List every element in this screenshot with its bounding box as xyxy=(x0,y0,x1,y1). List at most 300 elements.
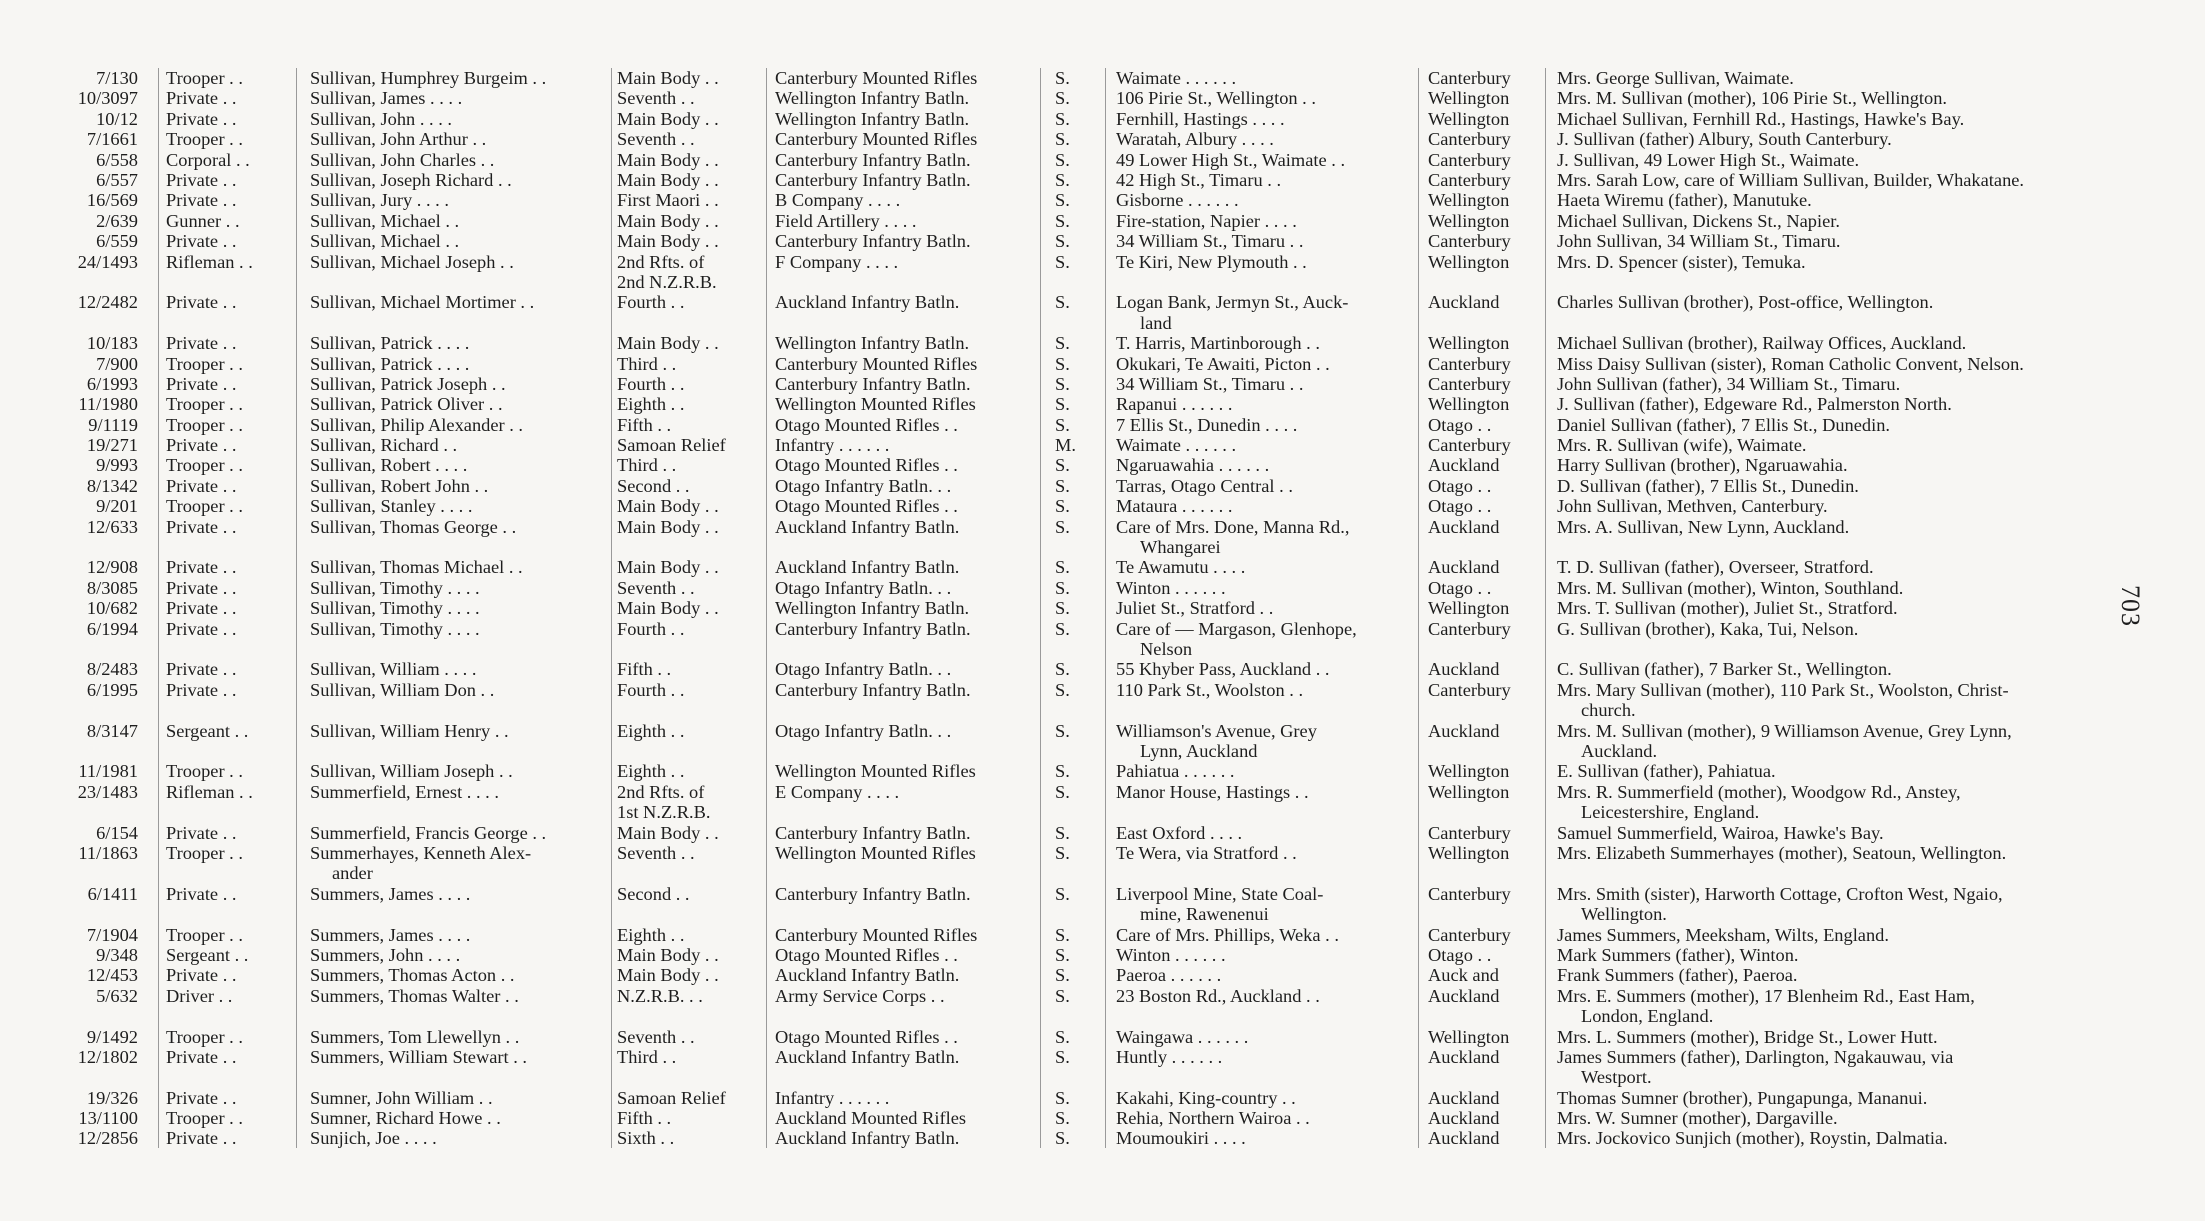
corps: Auckland Infantry Batln. xyxy=(775,516,960,537)
rank-cell xyxy=(166,1047,236,1067)
corps-cell xyxy=(775,823,971,843)
rank: Private . . xyxy=(166,1087,237,1108)
rank: Private . . xyxy=(166,373,237,394)
table-row xyxy=(0,476,2205,496)
last-address: Gisborne . . . . . . xyxy=(1116,190,1239,211)
soldier-name-cell xyxy=(310,292,534,312)
soldier-name: Sullivan, Timothy . . . . xyxy=(310,598,480,619)
table-row xyxy=(0,415,2205,435)
draft-unit-cell xyxy=(617,517,719,537)
next-of-kin: J. Sullivan (father) Albury, South Canterbury. xyxy=(1557,129,1892,150)
rank: Private . . xyxy=(166,1046,237,1067)
next-of-kin: E. Sullivan (father), Pahiatua. xyxy=(1557,761,1776,782)
service-number: 7/1904 xyxy=(86,924,138,945)
last-address-cell xyxy=(1116,374,1303,394)
marital-status-cell xyxy=(1055,374,1070,394)
table-row xyxy=(0,374,2205,394)
last-address-cell xyxy=(1116,150,1345,170)
service-number: 12/2856 xyxy=(77,1128,138,1149)
soldier-name-cell xyxy=(310,150,494,170)
rank: Private . . xyxy=(166,88,237,109)
draft-unit: Fourth . . xyxy=(617,618,685,639)
district-cell xyxy=(1428,598,1509,618)
draft-unit-cell xyxy=(617,925,684,945)
nominal-roll-table xyxy=(0,68,2205,1149)
district-cell xyxy=(1428,884,1511,904)
corps-cell xyxy=(775,88,969,108)
soldier-name-cell xyxy=(310,965,515,985)
next-of-kin-cell xyxy=(1557,496,1828,516)
soldier-name-cell xyxy=(310,68,546,88)
soldier-name-cell xyxy=(310,333,469,353)
corps-cell xyxy=(775,394,976,414)
service-number-cell xyxy=(50,150,138,170)
district-cell xyxy=(1428,476,1491,496)
service-number-cell xyxy=(50,680,138,700)
district: Auckland xyxy=(1428,1108,1500,1129)
rank: Trooper . . xyxy=(166,1108,243,1129)
marital-status: S. xyxy=(1055,659,1070,680)
service-number: 8/2483 xyxy=(86,659,138,680)
district: Auckland xyxy=(1428,659,1500,680)
rank: Trooper . . xyxy=(166,353,243,374)
corps: Otago Infantry Batln. . . xyxy=(775,659,952,680)
marital-status: S. xyxy=(1055,944,1070,965)
last-address: T. Harris, Martinborough . . xyxy=(1116,333,1320,354)
service-number-cell xyxy=(50,761,138,781)
rank-cell xyxy=(166,843,243,863)
marital-status-cell xyxy=(1055,68,1070,88)
last-address: Care of — Margason, Glenhope, xyxy=(1116,618,1357,639)
draft-unit-continuation: 2nd N.Z.R.B. xyxy=(617,271,717,292)
rank-cell xyxy=(166,394,243,414)
soldier-name-cell xyxy=(310,517,516,537)
service-number: 6/557 xyxy=(96,169,138,190)
table-row xyxy=(0,292,2205,333)
rank: Private . . xyxy=(166,659,237,680)
next-of-kin: J. Sullivan (father), Edgeware Rd., Palmerston North. xyxy=(1557,394,1952,415)
last-address-cell xyxy=(1116,1088,1296,1108)
marital-status: S. xyxy=(1055,1026,1070,1047)
draft-unit-cell xyxy=(617,68,719,88)
draft-unit: Samoan Relief xyxy=(617,435,726,456)
district-cell xyxy=(1428,394,1509,414)
district-cell xyxy=(1428,843,1509,863)
corps-cell xyxy=(775,619,971,639)
district-cell xyxy=(1428,455,1500,475)
next-of-kin-continuation: Westport. xyxy=(1581,1067,1652,1088)
rank-cell xyxy=(166,455,243,475)
corps-cell xyxy=(775,598,969,618)
district-cell xyxy=(1428,292,1500,312)
district: Canterbury xyxy=(1428,149,1511,170)
soldier-name: Summerfield, Ernest . . . . xyxy=(310,781,499,802)
soldier-name-cell xyxy=(310,496,472,516)
corps: Otago Infantry Batln. . . xyxy=(775,475,952,496)
soldier-name: Sullivan, William . . . . xyxy=(310,659,477,680)
table-row xyxy=(0,211,2205,231)
service-number-cell xyxy=(50,1047,138,1067)
soldier-name-cell xyxy=(310,415,523,435)
service-number-cell xyxy=(50,721,138,741)
next-of-kin-cell xyxy=(1557,435,1806,455)
service-number-cell xyxy=(50,945,138,965)
district: Wellington xyxy=(1428,190,1510,211)
marital-status-cell xyxy=(1055,109,1070,129)
service-number-cell xyxy=(50,659,138,679)
corps: Auckland Infantry Batln. xyxy=(775,292,960,313)
marital-status-cell xyxy=(1055,965,1070,985)
last-address: Huntly . . . . . . xyxy=(1116,1046,1223,1067)
soldier-name-cell xyxy=(310,721,509,741)
rank-cell xyxy=(166,721,248,741)
service-number: 6/1993 xyxy=(86,373,138,394)
next-of-kin-cell xyxy=(1557,619,1858,639)
corps: Wellington Mounted Rifles xyxy=(775,842,976,863)
service-number-cell xyxy=(50,354,138,374)
last-address-cell xyxy=(1116,1108,1310,1128)
rank-cell xyxy=(166,129,243,149)
corps: Canterbury Mounted Rifles xyxy=(775,353,978,374)
last-address-cell xyxy=(1116,1027,1248,1047)
draft-unit-cell xyxy=(617,354,676,374)
next-of-kin-continuation: Leicestershire, England. xyxy=(1581,802,1760,823)
table-row xyxy=(0,333,2205,353)
next-of-kin: Michael Sullivan, Dickens St., Napier. xyxy=(1557,210,1840,231)
corps: Infantry . . . . . . xyxy=(775,1087,890,1108)
table-row xyxy=(0,354,2205,374)
rank: Private . . xyxy=(166,475,237,496)
rank-cell xyxy=(166,170,236,190)
corps: Canterbury Infantry Batln. xyxy=(775,618,971,639)
soldier-name: Summerhayes, Kenneth Alex- xyxy=(310,842,532,863)
marital-status: S. xyxy=(1055,1046,1070,1067)
marital-status-cell xyxy=(1055,252,1070,272)
service-number-cell xyxy=(50,598,138,618)
last-address: Waimate . . . . . . xyxy=(1116,435,1237,456)
next-of-kin-cell xyxy=(1557,394,1952,414)
last-address-cell xyxy=(1116,578,1226,598)
service-number-cell xyxy=(50,965,138,985)
last-address-cell xyxy=(1116,496,1232,516)
draft-unit-cell xyxy=(617,455,676,475)
soldier-name: Sullivan, Philip Alexander . . xyxy=(310,414,524,435)
marital-status: S. xyxy=(1055,231,1070,252)
marital-status: S. xyxy=(1055,761,1070,782)
marital-status: S. xyxy=(1055,720,1070,741)
district: Wellington xyxy=(1428,761,1510,782)
draft-unit: Main Body . . xyxy=(617,496,719,517)
soldier-name: Summers, Thomas Acton . . xyxy=(310,965,515,986)
service-number-cell xyxy=(50,252,138,272)
next-of-kin: Thomas Sumner (brother), Pungapunga, Mananui. xyxy=(1557,1087,1928,1108)
marital-status-cell xyxy=(1055,455,1070,475)
corps-cell xyxy=(775,578,951,598)
table-row xyxy=(0,517,2205,558)
district-cell xyxy=(1428,1108,1500,1128)
draft-unit-cell xyxy=(617,129,695,149)
service-number: 10/183 xyxy=(86,333,138,354)
table-row xyxy=(0,1047,2205,1088)
rank-cell xyxy=(166,476,236,496)
district: Wellington xyxy=(1428,598,1510,619)
draft-unit-cell xyxy=(617,415,671,435)
corps-cell xyxy=(775,109,969,129)
rank: Private . . xyxy=(166,169,237,190)
service-number-cell xyxy=(50,292,138,312)
draft-unit-cell xyxy=(617,231,719,251)
service-number-cell xyxy=(50,925,138,945)
draft-unit-cell xyxy=(617,109,719,129)
soldier-name-cell xyxy=(310,598,480,618)
corps: Otago Infantry Batln. . . xyxy=(775,577,952,598)
district-cell xyxy=(1428,945,1491,965)
draft-unit: Eighth . . xyxy=(617,720,685,741)
service-number-cell xyxy=(50,1027,138,1047)
marital-status-cell xyxy=(1055,659,1070,679)
district-cell xyxy=(1428,415,1491,435)
service-number: 8/3147 xyxy=(86,720,138,741)
next-of-kin-cell xyxy=(1557,292,1933,312)
rank-cell xyxy=(166,823,236,843)
last-address-cell xyxy=(1116,476,1293,496)
service-number-cell xyxy=(50,394,138,414)
service-number: 9/1119 xyxy=(88,414,138,435)
draft-unit: Main Body . . xyxy=(617,68,719,88)
soldier-name: Summers, John . . . . xyxy=(310,944,461,965)
draft-unit-continuation: 1st N.Z.R.B. xyxy=(617,802,711,823)
soldier-name: Sullivan, Michael Joseph . . xyxy=(310,251,514,272)
next-of-kin: James Summers, Meeksham, Wilts, England. xyxy=(1557,924,1889,945)
marital-status: S. xyxy=(1055,577,1070,598)
last-address-cell xyxy=(1116,170,1281,190)
service-number: 6/1994 xyxy=(86,618,138,639)
next-of-kin: Mark Summers (father), Winton. xyxy=(1557,944,1799,965)
marital-status: S. xyxy=(1055,108,1070,129)
service-number: 16/569 xyxy=(86,190,138,211)
soldier-name-continuation: ander xyxy=(332,863,373,884)
next-of-kin: Haeta Wiremu (father), Manutuke. xyxy=(1557,190,1812,211)
rank: Trooper . . xyxy=(166,496,243,517)
soldier-name-cell xyxy=(310,619,480,639)
corps: Otago Infantry Batln. . . xyxy=(775,720,952,741)
rank-cell xyxy=(166,598,236,618)
corps-cell xyxy=(775,557,959,577)
table-row xyxy=(0,884,2205,925)
soldier-name: Sullivan, John Arthur . . xyxy=(310,129,487,150)
service-number: 24/1493 xyxy=(77,251,138,272)
rank: Private . . xyxy=(166,965,237,986)
soldier-name-cell xyxy=(310,88,462,108)
soldier-name-cell xyxy=(310,354,469,374)
service-number-cell xyxy=(50,517,138,537)
next-of-kin-cell xyxy=(1557,252,1806,272)
corps-cell xyxy=(775,496,958,516)
district: Canterbury xyxy=(1428,883,1511,904)
rank: Trooper . . xyxy=(166,1026,243,1047)
soldier-name-cell xyxy=(310,761,513,781)
next-of-kin: Mrs. Sarah Low, care of William Sullivan, Builder, Whakatane. xyxy=(1557,169,2025,190)
next-of-kin: Mrs. L. Summers (mother), Bridge St., Lower Hutt. xyxy=(1557,1026,1938,1047)
draft-unit-cell xyxy=(617,211,719,231)
next-of-kin-cell xyxy=(1557,354,2024,374)
draft-unit: Main Body . . xyxy=(617,944,719,965)
last-address-cell xyxy=(1116,557,1245,577)
soldier-name-cell xyxy=(310,374,506,394)
corps: Canterbury Infantry Batln. xyxy=(775,169,971,190)
draft-unit: Main Body . . xyxy=(617,557,719,578)
rank: Private . . xyxy=(166,516,237,537)
marital-status: S. xyxy=(1055,618,1070,639)
last-address-cell xyxy=(1116,925,1339,945)
draft-unit: Seventh . . xyxy=(617,577,695,598)
corps: Auckland Mounted Rifles xyxy=(775,1108,967,1129)
service-number: 19/326 xyxy=(86,1087,138,1108)
service-number-cell xyxy=(50,88,138,108)
service-number: 9/201 xyxy=(96,496,138,517)
marital-status: S. xyxy=(1055,557,1070,578)
last-address: Te Kiri, New Plymouth . . xyxy=(1116,251,1307,272)
next-of-kin: James Summers (father), Darlington, Ngakauwau, via xyxy=(1557,1046,1954,1067)
district: Auckland xyxy=(1428,720,1500,741)
next-of-kin: Mrs. George Sullivan, Waimate. xyxy=(1557,68,1794,88)
corps-cell xyxy=(775,211,917,231)
soldier-name: Summers, James . . . . xyxy=(310,883,471,904)
district: Canterbury xyxy=(1428,679,1511,700)
marital-status: S. xyxy=(1055,373,1070,394)
soldier-name: Summers, Tom Llewellyn . . xyxy=(310,1026,520,1047)
district-cell xyxy=(1428,68,1511,88)
corps: Auckland Infantry Batln. xyxy=(775,557,960,578)
rank-cell xyxy=(166,884,236,904)
soldier-name: Summers, William Stewart . . xyxy=(310,1046,528,1067)
rank: Trooper . . xyxy=(166,129,243,150)
last-address: Care of Mrs. Phillips, Weka . . xyxy=(1116,924,1339,945)
service-number: 2/639 xyxy=(96,210,138,231)
soldier-name-cell xyxy=(310,945,460,965)
soldier-name: Summerfield, Francis George . . xyxy=(310,822,547,843)
draft-unit-cell xyxy=(617,659,671,679)
service-number-cell xyxy=(50,619,138,639)
next-of-kin-cell xyxy=(1557,720,2012,761)
district-cell xyxy=(1428,129,1511,149)
next-of-kin-cell xyxy=(1557,129,1892,149)
marital-status: S. xyxy=(1055,1087,1070,1108)
marital-status-cell xyxy=(1055,517,1070,537)
marital-status-cell xyxy=(1055,170,1070,190)
draft-unit: Fourth . . xyxy=(617,292,685,313)
rank: Sergeant . . xyxy=(166,720,249,741)
marital-status-cell xyxy=(1055,415,1070,435)
corps-cell xyxy=(775,945,958,965)
district: Canterbury xyxy=(1428,231,1511,252)
rank: Private . . xyxy=(166,557,237,578)
rank-cell xyxy=(166,761,243,781)
table-row xyxy=(0,945,2205,965)
soldier-name: Sunjich, Joe . . . . xyxy=(310,1128,437,1149)
district-cell xyxy=(1428,965,1499,985)
soldier-name: Sullivan, Jury . . . . xyxy=(310,190,449,211)
table-row xyxy=(0,394,2205,414)
marital-status-cell xyxy=(1055,843,1070,863)
service-number: 7/900 xyxy=(96,353,138,374)
service-number: 10/682 xyxy=(86,598,138,619)
last-address-continuation: mine, Rawenenui xyxy=(1140,904,1269,925)
service-number: 9/1492 xyxy=(86,1026,138,1047)
marital-status: S. xyxy=(1055,985,1070,1006)
marital-status-cell xyxy=(1055,476,1070,496)
next-of-kin: John Sullivan, Methven, Canterbury. xyxy=(1557,496,1828,517)
marital-status: S. xyxy=(1055,292,1070,313)
district-cell xyxy=(1428,680,1511,700)
table-row xyxy=(0,619,2205,660)
soldier-name-cell xyxy=(310,109,452,129)
last-address-cell xyxy=(1116,109,1285,129)
next-of-kin-cell xyxy=(1557,1128,1948,1148)
district-cell xyxy=(1428,211,1509,231)
table-row xyxy=(0,578,2205,598)
soldier-name-cell xyxy=(310,1047,527,1067)
last-address-cell xyxy=(1116,1128,1246,1148)
rank: Private . . xyxy=(166,679,237,700)
marital-status: S. xyxy=(1055,924,1070,945)
draft-unit: Eighth . . xyxy=(617,761,685,782)
service-number: 12/633 xyxy=(86,516,138,537)
draft-unit-cell xyxy=(617,578,695,598)
marital-status-cell xyxy=(1055,680,1070,700)
rank: Sergeant . . xyxy=(166,944,249,965)
last-address: Care of Mrs. Done, Manna Rd., xyxy=(1116,516,1350,537)
service-number: 9/348 xyxy=(96,944,138,965)
corps-cell xyxy=(775,292,959,312)
soldier-name-cell xyxy=(310,884,470,904)
next-of-kin-cell xyxy=(1557,1108,1838,1128)
service-number-cell xyxy=(50,986,138,1006)
rank: Gunner . . xyxy=(166,210,240,231)
corps: Wellington Infantry Batln. xyxy=(775,108,970,129)
last-address-cell xyxy=(1116,720,1317,761)
service-number: 13/1100 xyxy=(78,1108,138,1129)
table-row xyxy=(0,496,2205,516)
draft-unit: Main Body . . xyxy=(617,231,719,252)
soldier-name-cell xyxy=(310,986,519,1006)
last-address: Fire-station, Napier . . . . xyxy=(1116,210,1297,231)
corps-cell xyxy=(775,1027,958,1047)
district-cell xyxy=(1428,557,1500,577)
soldier-name-cell xyxy=(310,823,546,843)
soldier-name: Sullivan, William Joseph . . xyxy=(310,761,513,782)
marital-status: S. xyxy=(1055,475,1070,496)
rank-cell xyxy=(166,619,236,639)
rank-cell xyxy=(166,659,236,679)
corps-cell xyxy=(775,170,971,190)
district-cell xyxy=(1428,1027,1509,1047)
table-row xyxy=(0,659,2205,679)
draft-unit-cell xyxy=(617,374,684,394)
service-number-cell xyxy=(50,190,138,210)
last-address: Te Wera, via Stratford . . xyxy=(1116,842,1297,863)
rank-cell xyxy=(166,374,236,394)
soldier-name-cell xyxy=(310,1108,501,1128)
marital-status-cell xyxy=(1055,231,1070,251)
corps: Wellington Infantry Batln. xyxy=(775,598,970,619)
draft-unit-cell xyxy=(617,884,690,904)
table-row xyxy=(0,925,2205,945)
rank: Private . . xyxy=(166,190,237,211)
draft-unit: Eighth . . xyxy=(617,924,685,945)
next-of-kin: Mrs. M. Sullivan (mother), 106 Pirie St., Wellington. xyxy=(1557,88,1947,109)
table-row xyxy=(0,109,2205,129)
